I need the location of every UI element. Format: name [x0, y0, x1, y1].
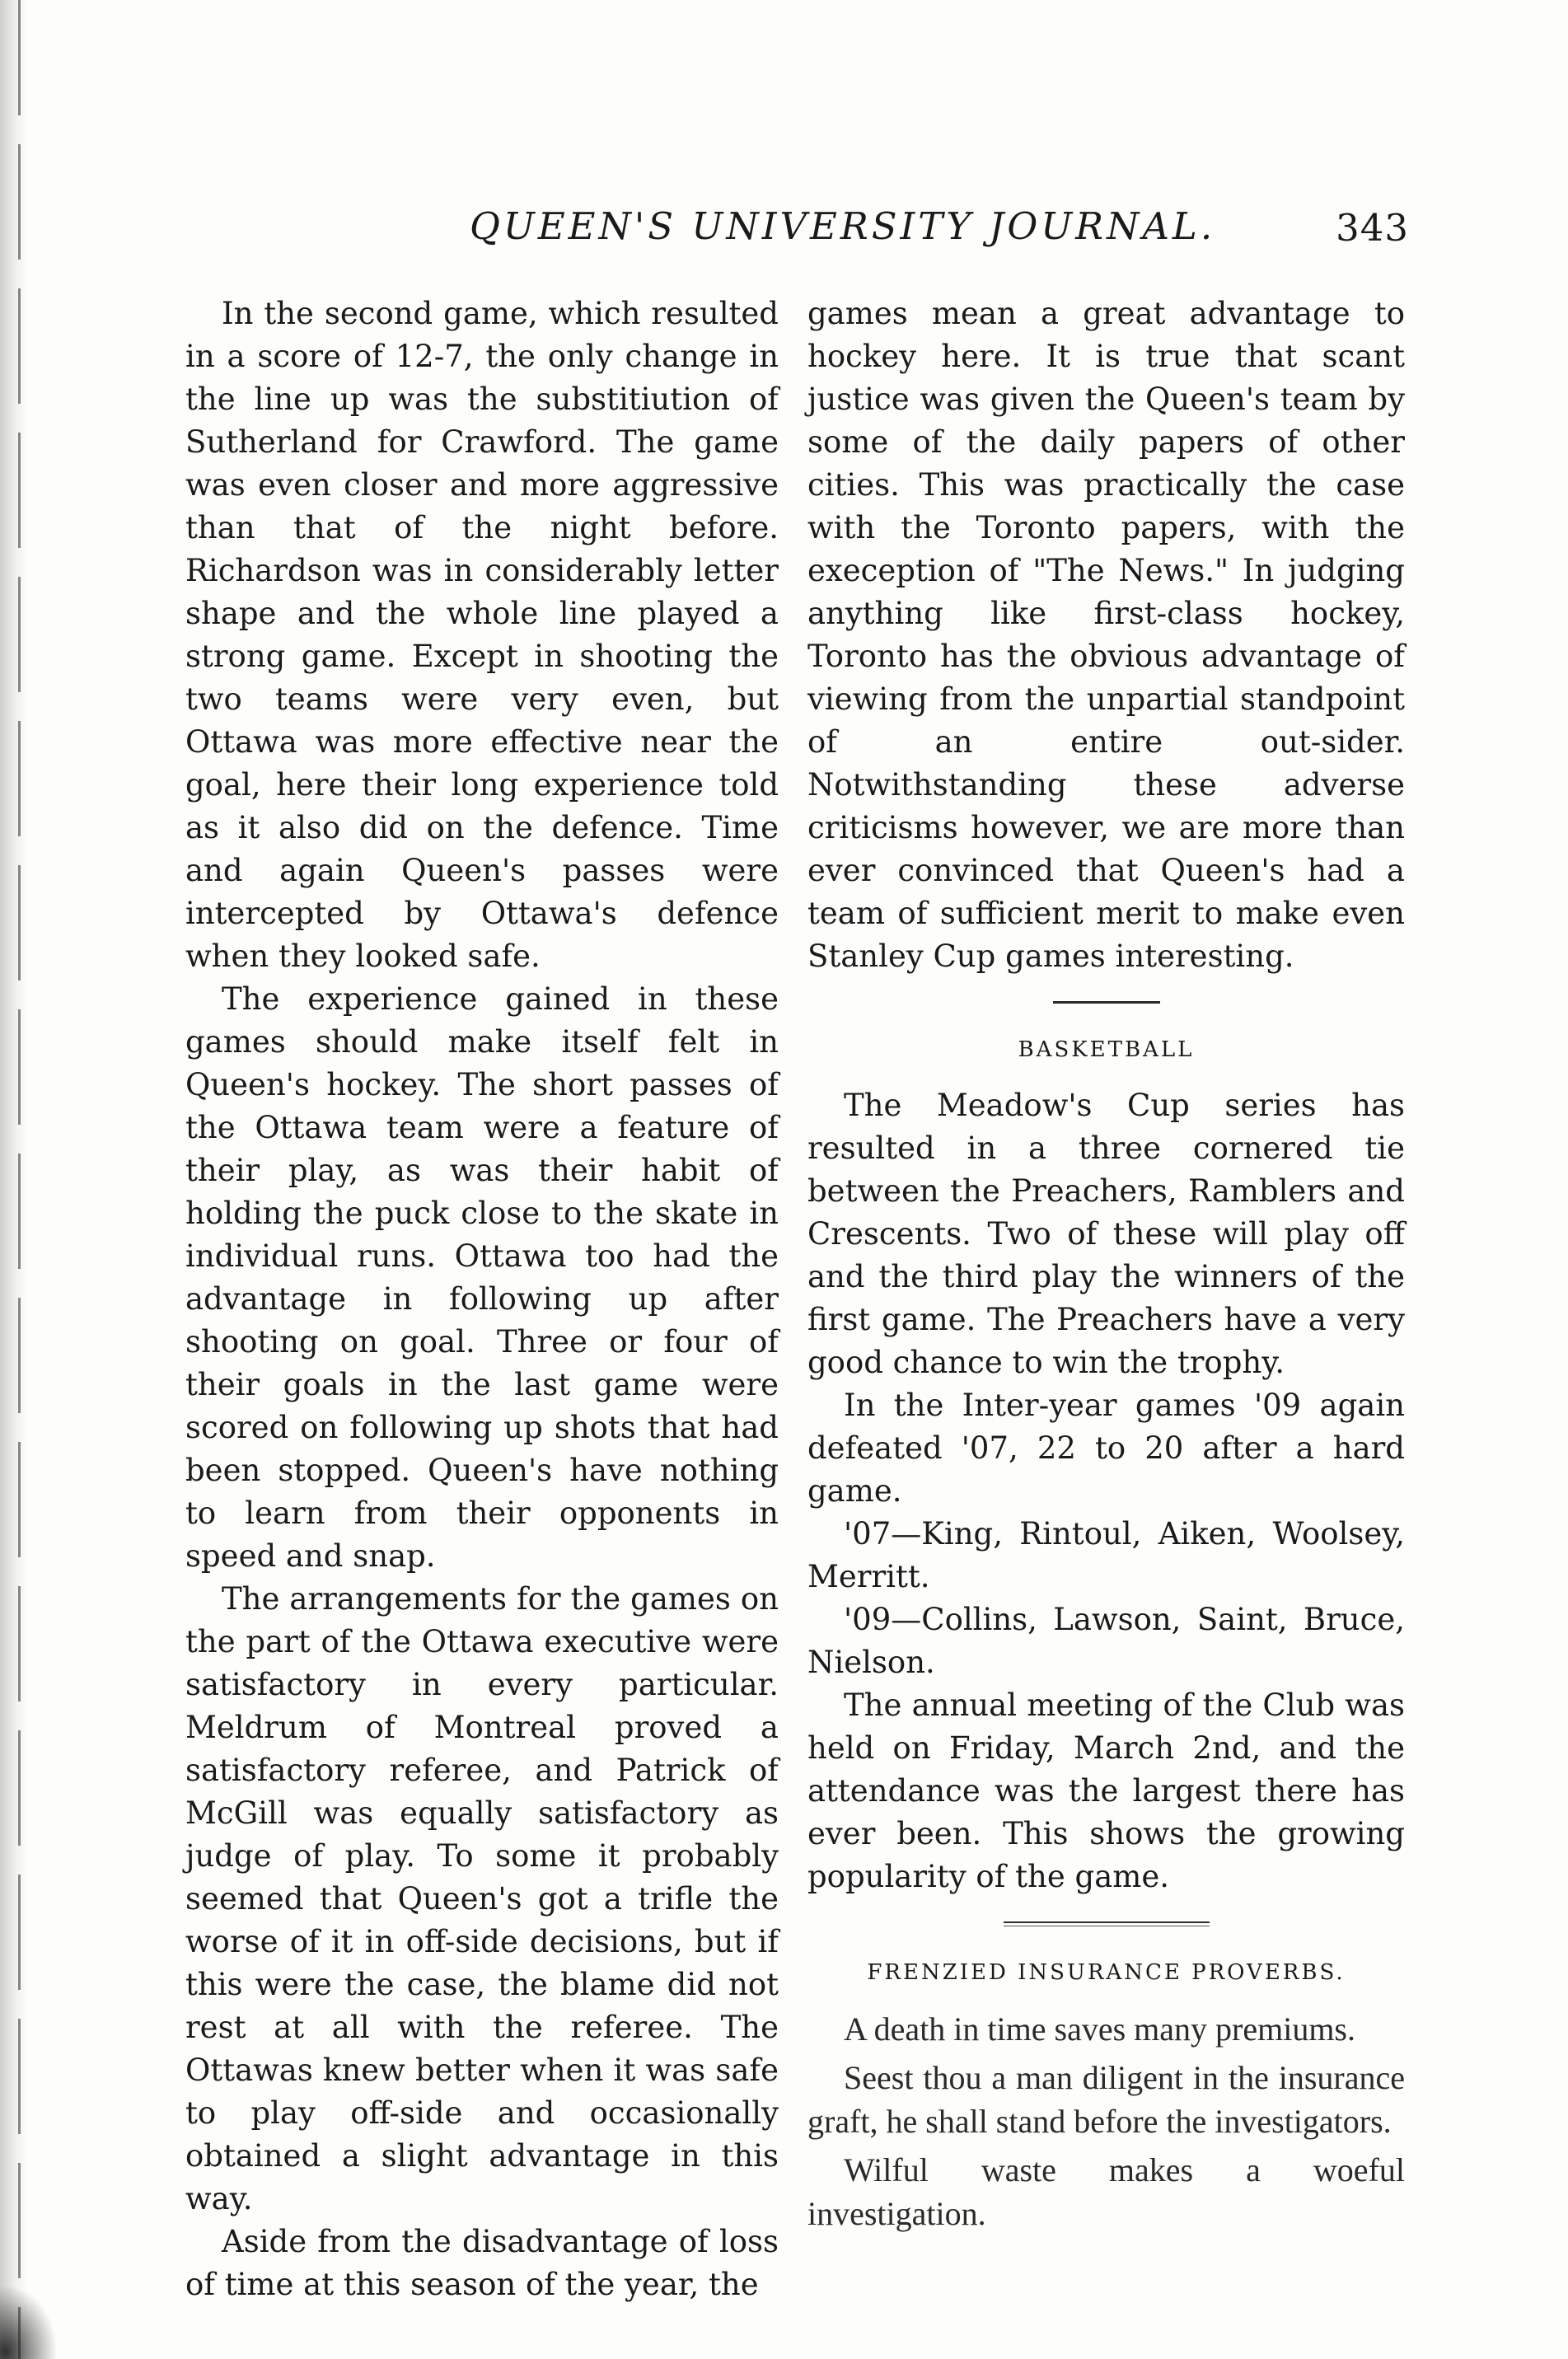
hockey-paragraph: Aside from the disadvantage of loss of time at this season of the year, the — [185, 2224, 779, 2302]
proverb: Wilful waste makes a woeful investigation. — [807, 2151, 1405, 2232]
left-column — [185, 293, 779, 2306]
section-divider — [1004, 1921, 1210, 1926]
page-number: 343 — [1336, 206, 1409, 250]
basketball-paragraph: The Meadow's Cup series has resulted in a three cornered tie between the Preachers, Ramblers and Crescents. Two of these will play off and the third play the winners of the first game. The Preachers have a very good chance to win the trophy. — [807, 1088, 1405, 1380]
basketball-paragraph: '07—King, Rintoul, Aiken, Woolsey, Merritt. — [807, 1516, 1405, 1594]
section-divider — [1053, 1001, 1160, 1004]
corner-smudge — [0, 2285, 58, 2359]
journal-title: QUEEN'S UNIVERSITY JOURNAL. — [470, 204, 1216, 248]
proverbs-heading: FRENZIED INSURANCE PROVERBS. — [867, 1960, 1346, 1985]
binding-edge — [18, 0, 21, 2359]
hockey-paragraph: The arrangements for the games on the part of the Ottawa executive were satisfactory in every particular. Meldrum of Montreal proved a satisfactory referee, and Patrick of McGill was equally satisfactory as judge of play. To some it probably seemed that Queen's got a trifle the worse of it in off-side decisions, but if this were the case, the blame did not rest at all with the referee. The Ottawas knew better when it was safe to play off-side and occasionally obtained a slight advantage in this way. — [185, 1581, 779, 2216]
hockey-paragraph: In the second game, which resulted in a score of 12-7, the only change in the line up was the substitiution of Sutherland for Crawford. The game was even closer and more aggressive than that of the night before. Richardson was in considerably letter shape and the whole line played a strong game. Except in shooting the two teams were very even, but Ottawa was more effective near the goal, here their long experience told as it also did on the defence. Time and again Queen's passes were intercepted by Ottawa's defence when they looked safe. — [185, 296, 779, 974]
binding-shadow — [0, 0, 28, 2359]
proverbs-list — [807, 2007, 1405, 2235]
right-column — [807, 293, 1405, 2235]
basketball-paragraph: In the Inter-year games '09 again defeated '07, 22 to 20 after a hard game. — [807, 1388, 1405, 1509]
running-head — [198, 204, 1409, 262]
hockey-continuation: games mean a great advantage to hockey here. It is true that scant justice was given the Queen's team by some of the daily papers of other cities. This was practically the case with the Toronto papers, with the exeception of "The News." In judging anything like first-class hockey, Toronto has the obvious advantage of viewing from the unpartial standpoint of an entire out-sider. Notwithstanding these adverse criticisms however, we are more than ever convinced that Queen's had a team of sufficient merit to make even Stanley Cup games interesting. — [807, 296, 1405, 974]
basketball-paragraph: The annual meeting of the Club was held on Friday, March 2nd, and the attendance was the largest there has ever been. This shows the growing popularity of the game. — [807, 1687, 1405, 1894]
proverb: Seest thou a man diligent in the insurance graft, he shall stand before the investigators. — [807, 2059, 1405, 2140]
hockey-paragraph: The experience gained in these games should make itself felt in Queen's hockey. The short passes of the Ottawa team were a feature of their play, as was their habit of holding the puck close to the skate in individual runs. Ottawa too had the advantage in following up after shooting on goal. Three or four of their goals in the last game were scored on following up shots that had been stopped. Queen's have nothing to learn from their opponents in speed and snap. — [185, 981, 779, 1574]
proverb: A death in time saves many premiums. — [844, 2010, 1355, 2048]
basketball-paragraph: '09—Collins, Lawson, Saint, Bruce, Nielson. — [807, 1602, 1405, 1680]
basketball-heading: BASKETBALL — [1018, 1037, 1195, 1062]
